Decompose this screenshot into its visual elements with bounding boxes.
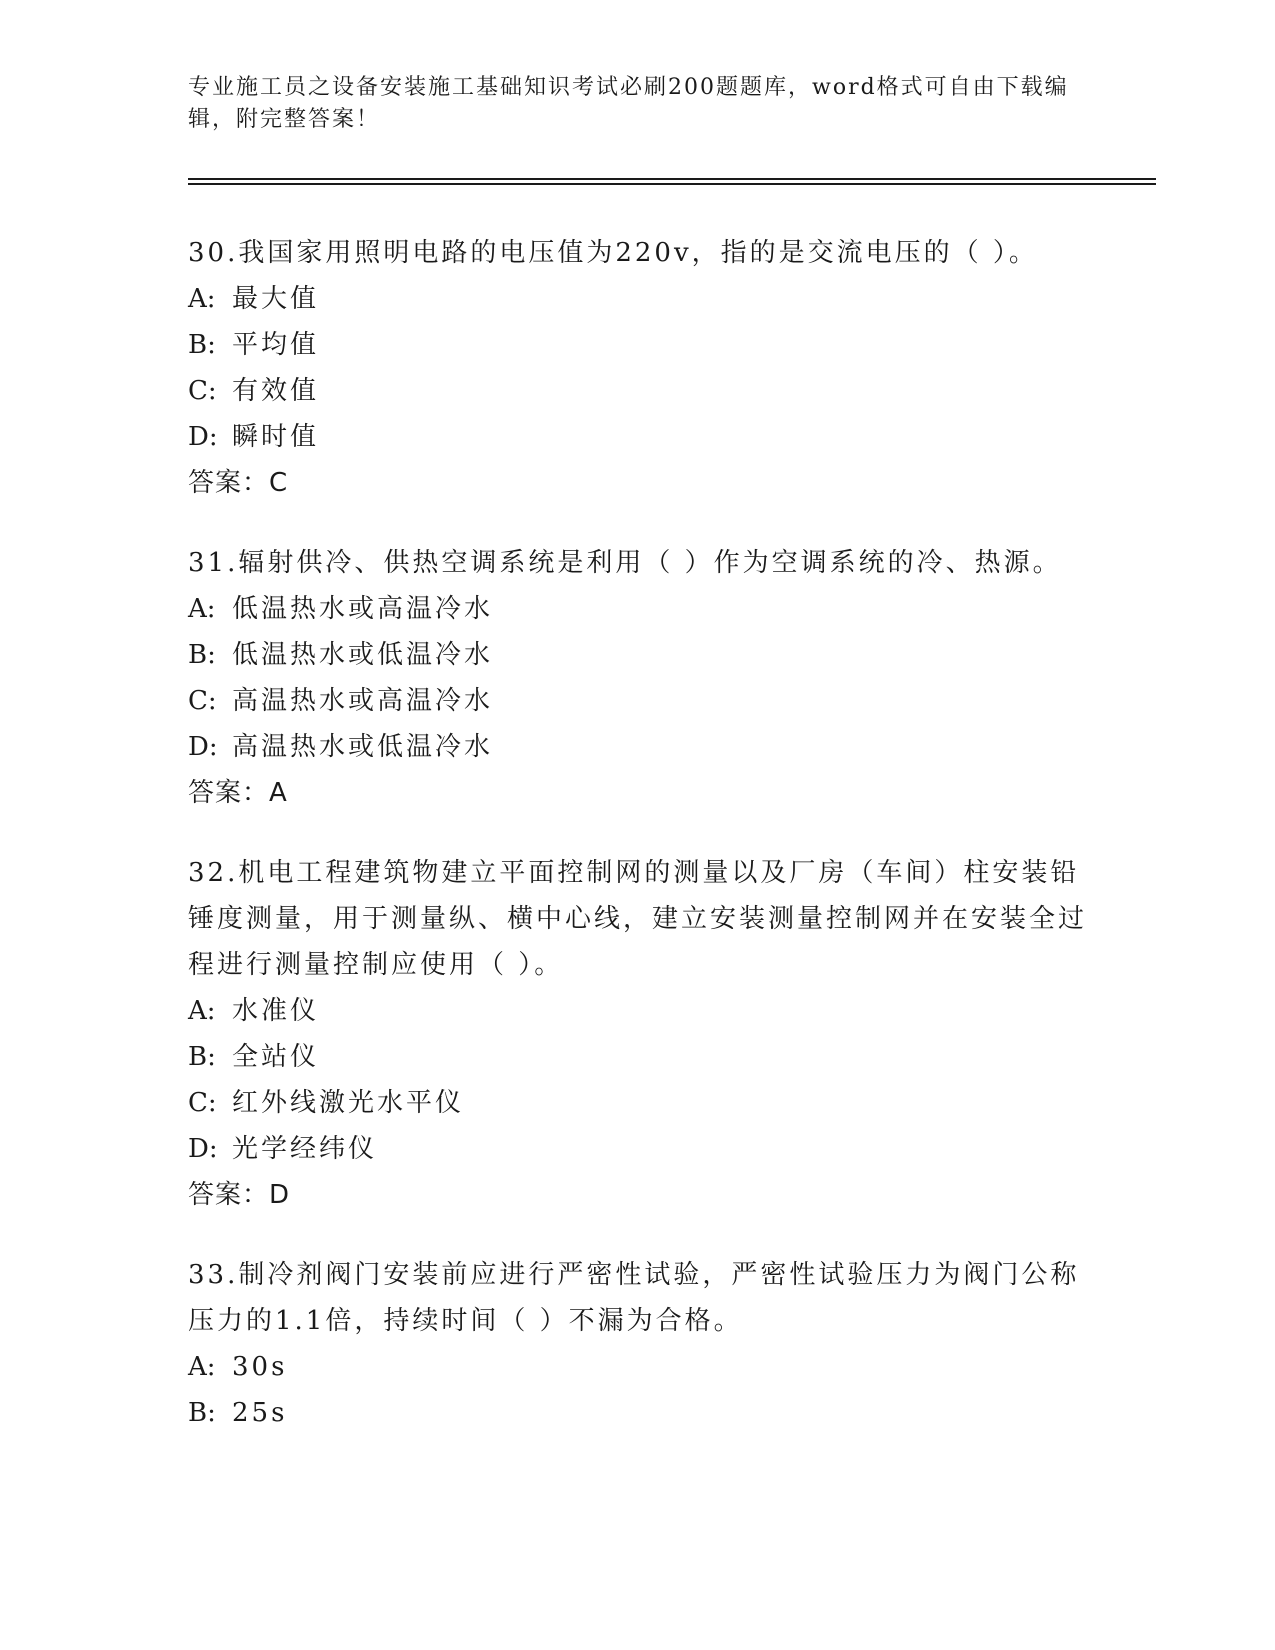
answer-label: 答案：: [188, 778, 270, 808]
question-list: [188, 230, 1088, 1470]
option-d: [188, 724, 1088, 770]
option-letter: C:: [188, 686, 217, 716]
header-divider-bottom: [188, 183, 1156, 185]
option-letter: B:: [188, 1042, 216, 1072]
option-letter: D:: [188, 732, 218, 762]
answer-line: [188, 770, 1088, 816]
option-letter: A:: [188, 996, 216, 1026]
option-letter: B:: [188, 330, 216, 360]
answer-label: 答案：: [188, 468, 270, 498]
option-text: 有效值: [232, 376, 320, 406]
option-letter: B:: [188, 640, 216, 670]
option-a: [188, 276, 1088, 322]
option-a: [188, 1344, 1088, 1390]
option-text: 25s: [232, 1398, 288, 1428]
question-30: [188, 230, 1088, 506]
answer-value: D: [269, 1180, 291, 1210]
option-b: [188, 1034, 1088, 1080]
option-d: [188, 1126, 1088, 1172]
option-text: 红外线激光水平仪: [232, 1088, 465, 1118]
answer-value: A: [269, 778, 288, 808]
option-letter: A:: [188, 284, 216, 314]
option-text: 光学经纬仪: [232, 1134, 378, 1164]
question-stem: 31.辐射供冷、供热空调系统是利用（ ）作为空调系统的冷、热源。: [188, 548, 1062, 578]
question-stem: 33.制冷剂阀门安装前应进行严密性试验，严密性试验压力为阀门公称压力的1.1倍，持续时间（ ）不漏为合格。: [188, 1260, 1080, 1336]
option-letter: B:: [188, 1398, 216, 1428]
option-text: 瞬时值: [232, 422, 320, 452]
option-text: 低温热水或低温冷水: [232, 640, 494, 670]
document-header: 专业施工员之设备安装施工基础知识考试必刷200题题库，word格式可自由下载编辑，附完整答案！: [188, 75, 1069, 132]
option-c: [188, 368, 1088, 414]
question-33: [188, 1252, 1088, 1436]
option-a: [188, 988, 1088, 1034]
question-31: [188, 540, 1088, 816]
answer-line: [188, 1172, 1088, 1218]
option-c: [188, 678, 1088, 724]
option-b: [188, 322, 1088, 368]
option-letter: C:: [188, 376, 217, 406]
option-b: [188, 1390, 1088, 1436]
question-stem: 30.我国家用照明电路的电压值为220v，指的是交流电压的（ ）。: [188, 238, 1038, 268]
option-letter: D:: [188, 422, 218, 452]
header-divider-top: [188, 178, 1156, 180]
option-c: [188, 1080, 1088, 1126]
answer-line: [188, 460, 1088, 506]
option-text: 低温热水或高温冷水: [232, 594, 494, 624]
option-text: 最大值: [232, 284, 320, 314]
question-32: [188, 850, 1088, 1218]
option-text: 30s: [232, 1352, 288, 1382]
option-letter: D:: [188, 1134, 218, 1164]
option-letter: A:: [188, 1352, 216, 1382]
answer-label: 答案：: [188, 1180, 270, 1210]
answer-value: C: [269, 468, 289, 498]
option-d: [188, 414, 1088, 460]
option-a: [188, 586, 1088, 632]
option-text: 水准仪: [232, 996, 320, 1026]
question-stem: 32.机电工程建筑物建立平面控制网的测量以及厂房（车间）柱安装铅锤度测量，用于测量纵、横中心线，建立安装测量控制网并在安装全过程进行测量控制应使用（ ）。: [188, 858, 1088, 980]
option-b: [188, 632, 1088, 678]
option-text: 平均值: [232, 330, 320, 360]
option-letter: C:: [188, 1088, 217, 1118]
option-text: 全站仪: [232, 1042, 320, 1072]
option-text: 高温热水或低温冷水: [232, 732, 494, 762]
option-letter: A:: [188, 594, 216, 624]
option-text: 高温热水或高温冷水: [232, 686, 494, 716]
